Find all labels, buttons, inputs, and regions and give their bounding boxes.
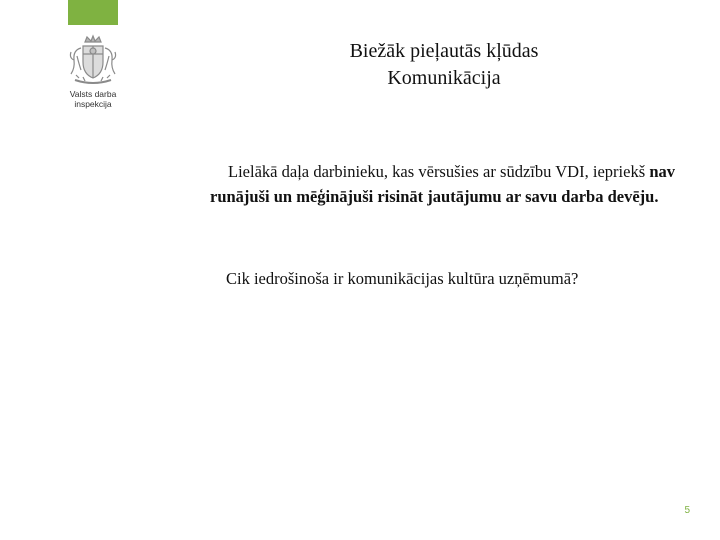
- logo: [58, 34, 128, 119]
- title-line-2: Komunikācija: [387, 67, 501, 89]
- main-paragraph: [210, 159, 675, 209]
- title-line-1: Biežāk pieļautās kļūdas: [349, 40, 539, 62]
- paragraph-bold-text: nav runājuši un mēģinājuši risināt jautājumu ar savu darba devēju.: [210, 161, 675, 206]
- accent-bar: [68, 0, 118, 25]
- question-text: Cik iedrošinoša ir komunikācijas kultūra uzņēmumā?: [226, 268, 579, 288]
- logo-line-1: Valsts darba: [69, 89, 117, 99]
- latvia-coat-of-arms-icon: [67, 34, 119, 88]
- paragraph-text: Lielākā daļa darbinieku, kas vērsušies ar sūdzību VDI, iepriekš: [228, 161, 650, 181]
- slide-title: [300, 38, 588, 92]
- page-number: 5: [684, 505, 690, 516]
- logo-line-2: inspekcija: [74, 99, 112, 109]
